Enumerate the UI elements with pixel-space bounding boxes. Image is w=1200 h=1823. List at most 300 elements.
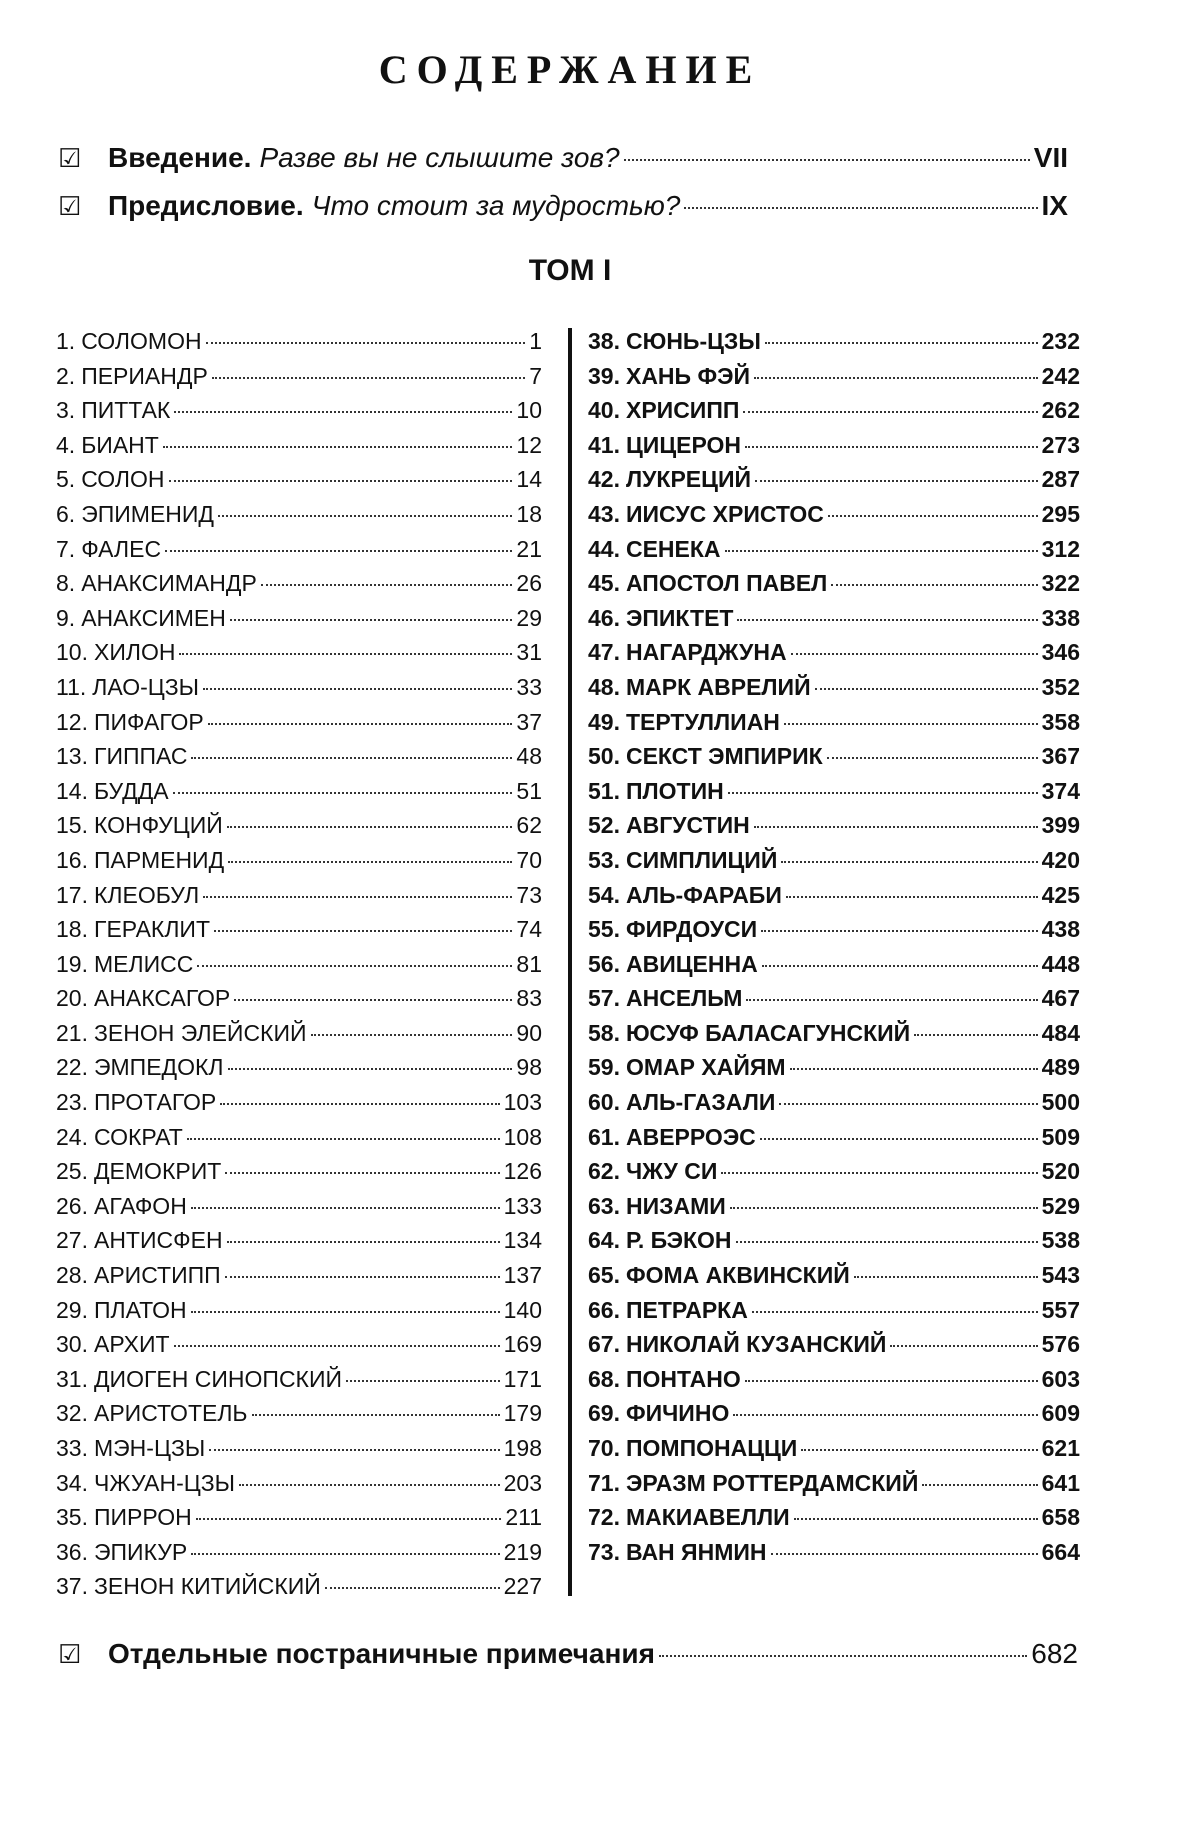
entry-name: ФАЛЕС <box>81 535 162 562</box>
entry-page: 12 <box>516 431 542 458</box>
toc-entry <box>56 951 542 986</box>
dot-leader <box>624 159 1030 161</box>
entry-page: 374 <box>1041 777 1080 804</box>
entry-page: 18 <box>516 500 542 527</box>
dot-leader <box>730 1207 1038 1209</box>
entry-page: 73 <box>516 881 542 908</box>
entry-name: ФОМА АКВИНСКИЙ <box>625 1262 850 1289</box>
entry-name: ПЛАТОН <box>93 1296 187 1323</box>
toc-entry <box>56 1400 542 1435</box>
dot-leader <box>922 1484 1037 1486</box>
toc-entry <box>588 1089 1080 1124</box>
dot-leader <box>325 1587 500 1589</box>
entry-name: МЕЛИСС <box>93 950 194 977</box>
entry-number: 5. <box>56 466 76 493</box>
entry-number: 28. <box>56 1262 88 1289</box>
entry-name: АВИЦЕННА <box>625 950 758 977</box>
entry-name: ЭПИКУР <box>93 1538 188 1565</box>
entry-page: 520 <box>1041 1158 1080 1185</box>
entry-number: 45. <box>588 570 620 597</box>
entry-page: 137 <box>503 1262 542 1289</box>
entry-name: ФИРДОУСИ <box>625 916 758 943</box>
dot-leader <box>227 826 513 828</box>
entry-page: 682 <box>1031 1638 1078 1669</box>
toc-entry <box>56 1435 542 1470</box>
toc-entry <box>56 1020 542 1055</box>
toc-column-left <box>56 328 542 1608</box>
entry-number: 3. <box>56 397 76 424</box>
entry-name: ЦИЦЕРОН <box>625 431 741 458</box>
dot-leader <box>346 1380 500 1382</box>
toc-entry <box>56 916 542 951</box>
entry-number: 53. <box>588 846 620 873</box>
entry-page: IX <box>1041 190 1068 221</box>
entry-number: 44. <box>588 535 620 562</box>
entry-page: 538 <box>1041 1227 1080 1254</box>
toc-entry <box>56 1054 542 1089</box>
dot-leader <box>914 1034 1037 1036</box>
toc-column-right <box>588 328 1080 1573</box>
entry-page: 48 <box>516 743 542 770</box>
entry-page: 198 <box>503 1435 542 1461</box>
entry-name: ПИТТАК <box>81 397 171 424</box>
entry-number: 60. <box>588 1089 620 1116</box>
dot-leader <box>228 861 512 863</box>
entry-page: 352 <box>1041 673 1080 700</box>
entry-name: ЛУКРЕЦИЙ <box>625 466 752 493</box>
toc-entry <box>588 466 1080 501</box>
entry-name: БИАНТ <box>81 431 159 458</box>
toc-entry <box>588 985 1080 1020</box>
entry-number: 2. <box>56 362 76 389</box>
entry-page: 529 <box>1041 1192 1080 1219</box>
toc-entry <box>56 1297 542 1332</box>
toc-entry <box>588 328 1080 363</box>
entry-number: 21. <box>56 1019 88 1046</box>
entry-number: 68. <box>588 1365 620 1392</box>
entry-name: ЭПИКТЕТ <box>625 604 734 631</box>
toc-entry <box>588 1193 1080 1228</box>
entry-number: 66. <box>588 1296 620 1323</box>
entry-name: ЗЕНОН КИТИЙСКИЙ <box>93 1573 321 1600</box>
entry-name: АЛЬ-ФАРАБИ <box>625 881 782 908</box>
toc-entry <box>588 363 1080 398</box>
toc-entry <box>56 1539 542 1574</box>
entry-number: 58. <box>588 1019 620 1046</box>
entry-number: 17. <box>56 881 88 908</box>
entry-number: 41. <box>588 431 620 458</box>
entry-page: 21 <box>516 535 542 562</box>
toc-entry <box>56 1262 542 1297</box>
dot-leader <box>765 342 1038 344</box>
entry-name: КЛЕОБУЛ <box>93 881 200 908</box>
dot-leader <box>745 446 1038 448</box>
entry-page: 179 <box>503 1400 542 1427</box>
entry-page: 70 <box>516 846 542 873</box>
entry-page: 287 <box>1041 466 1080 493</box>
entry-page: 484 <box>1041 1019 1080 1046</box>
entry-name: СЕНЕКА <box>625 535 721 562</box>
entry-page: 26 <box>516 570 542 597</box>
entry-name: СЮНЬ-ЦЗЫ <box>625 328 761 354</box>
toc-entry <box>588 882 1080 917</box>
entry-page: 81 <box>516 950 542 977</box>
entry-number: 54. <box>588 881 620 908</box>
dot-leader <box>261 584 513 586</box>
entry-page: 1 <box>529 328 542 354</box>
entry-number: 16. <box>56 846 88 873</box>
entry-number: 56. <box>588 950 620 977</box>
toc-entry <box>56 363 542 398</box>
entry-number: 40. <box>588 397 620 424</box>
entry-number: 55. <box>588 916 620 943</box>
entry-name: ЮСУФ БАЛАСАГУНСКИЙ <box>625 1019 911 1046</box>
toc-entry <box>56 1366 542 1401</box>
entry-page: 489 <box>1041 1054 1080 1081</box>
dot-leader <box>220 1103 499 1105</box>
entry-number: 8. <box>56 570 76 597</box>
entry-number: 1. <box>56 328 76 354</box>
entry-page: 37 <box>516 708 542 735</box>
dot-leader <box>815 688 1038 690</box>
entry-number: 32. <box>56 1400 88 1427</box>
toc-entry <box>56 536 542 571</box>
entry-number: 35. <box>56 1504 88 1531</box>
entry-name: АГАФОН <box>93 1192 187 1219</box>
entry-name: ДИОГЕН СИНОПСКИЙ <box>93 1365 343 1392</box>
checkbox-checked-icon: ☑ <box>58 144 82 174</box>
dot-leader <box>174 1345 500 1347</box>
entry-number: 46. <box>588 604 620 631</box>
toc-entry-intro <box>58 142 1068 174</box>
dot-leader <box>191 1553 499 1555</box>
dot-leader <box>196 1518 502 1520</box>
entry-number: 34. <box>56 1469 88 1496</box>
dot-leader <box>736 1241 1038 1243</box>
dot-leader <box>737 619 1037 621</box>
entry-name: КОНФУЦИЙ <box>93 812 223 839</box>
entry-page: 211 <box>505 1504 542 1531</box>
entry-subtitle: Что стоит за мудростью? <box>311 190 681 221</box>
entry-name: ПРОТАГОР <box>93 1089 217 1116</box>
toc-entry <box>56 328 542 363</box>
entry-page: 603 <box>1041 1365 1080 1392</box>
toc-entry <box>56 1158 542 1193</box>
toc-entry <box>588 951 1080 986</box>
entry-name: ЛАО-ЦЗЫ <box>92 673 200 700</box>
dot-leader <box>169 480 513 482</box>
toc-entry <box>56 432 542 467</box>
entry-number: 38. <box>588 328 620 354</box>
entry-page: 134 <box>503 1227 542 1254</box>
entry-number: 14. <box>56 777 88 804</box>
toc-entry <box>56 397 542 432</box>
toc-entry <box>588 1158 1080 1193</box>
dot-leader <box>230 619 513 621</box>
entry-page: 169 <box>503 1331 542 1358</box>
entry-page: 312 <box>1041 535 1080 562</box>
entry-number: 72. <box>588 1504 620 1531</box>
dot-leader <box>761 930 1037 932</box>
entry-name: ЧЖУАН-ЦЗЫ <box>93 1469 236 1496</box>
dot-leader <box>890 1345 1037 1347</box>
toc-entry <box>56 501 542 536</box>
entry-page: 62 <box>516 812 542 839</box>
entry-number: 43. <box>588 500 620 527</box>
dot-leader <box>214 930 512 932</box>
dot-leader <box>225 1276 500 1278</box>
toc-entry <box>56 743 542 778</box>
dot-leader <box>684 207 1037 209</box>
entry-name: НИКОЛАЙ КУЗАНСКИЙ <box>625 1331 887 1358</box>
toc-entry <box>588 1435 1080 1470</box>
entry-number: 29. <box>56 1296 88 1323</box>
dot-leader <box>203 896 512 898</box>
dot-leader <box>828 515 1038 517</box>
dot-leader <box>728 792 1038 794</box>
entry-page: 262 <box>1041 397 1080 424</box>
toc-entry <box>56 1089 542 1124</box>
dot-leader <box>854 1276 1038 1278</box>
entry-lead: Отдельные постраничные примечания <box>108 1638 655 1669</box>
entry-name: АВГУСТИН <box>625 812 750 839</box>
dot-leader <box>754 377 1038 379</box>
entry-name: ПЕТРАРКА <box>625 1296 748 1323</box>
entry-page: 500 <box>1041 1089 1080 1116</box>
entry-number: 70. <box>588 1435 620 1461</box>
entry-name: АНСЕЛЬМ <box>625 985 743 1012</box>
entry-number: 48. <box>588 673 620 700</box>
entry-name: ГЕРАКЛИТ <box>93 916 210 943</box>
entry-page: 448 <box>1041 950 1080 977</box>
entry-number: 22. <box>56 1054 88 1081</box>
entry-number: 51. <box>588 777 620 804</box>
toc-entry <box>588 812 1080 847</box>
entry-number: 30. <box>56 1331 88 1358</box>
entry-page: 51 <box>516 777 542 804</box>
entry-page: 576 <box>1041 1331 1080 1358</box>
toc-entry <box>588 1470 1080 1505</box>
entry-page: 346 <box>1041 639 1080 666</box>
entry-page: 7 <box>529 362 542 389</box>
dot-leader <box>191 1311 500 1313</box>
entry-page: 295 <box>1041 500 1080 527</box>
entry-page: 33 <box>516 673 542 700</box>
dot-leader <box>206 342 526 344</box>
entry-page: 621 <box>1041 1435 1080 1461</box>
toc-entry <box>56 605 542 640</box>
entry-page: 425 <box>1041 881 1080 908</box>
entry-page: 98 <box>516 1054 542 1081</box>
dot-leader <box>209 1449 499 1451</box>
toc-entry <box>588 916 1080 951</box>
entry-page: 658 <box>1041 1504 1080 1531</box>
dot-leader <box>725 550 1038 552</box>
toc-entry <box>56 882 542 917</box>
entry-name: ЭРАЗМ РОТТЕРДАМСКИЙ <box>625 1469 919 1496</box>
entry-name: ЗЕНОН ЭЛЕЙСКИЙ <box>93 1019 307 1046</box>
toc-entry <box>588 639 1080 674</box>
entry-number: 62. <box>588 1158 620 1185</box>
toc-entry <box>56 1331 542 1366</box>
entry-number: 57. <box>588 985 620 1012</box>
toc-entry <box>56 1193 542 1228</box>
entry-name: АНАКСИМАНДР <box>81 570 257 597</box>
entry-name: ПАРМЕНИД <box>93 846 225 873</box>
entry-name: ИИСУС ХРИСТОС <box>625 500 824 527</box>
entry-number: 18. <box>56 916 88 943</box>
entry-number: 61. <box>588 1123 620 1150</box>
entry-page: 90 <box>516 1019 542 1046</box>
dot-leader <box>760 1138 1038 1140</box>
toc-entry <box>56 847 542 882</box>
dot-leader <box>174 411 512 413</box>
entry-number: 13. <box>56 743 88 770</box>
entry-number: 9. <box>56 604 76 631</box>
toc-entry <box>588 1227 1080 1262</box>
toc-entry <box>56 1573 542 1608</box>
entry-name: СИМПЛИЦИЙ <box>625 846 778 873</box>
entry-name: СОКРАТ <box>93 1123 183 1150</box>
toc-entry <box>588 1400 1080 1435</box>
entry-name: ХРИСИПП <box>625 397 740 424</box>
entry-page: 103 <box>503 1089 542 1116</box>
entry-number: 26. <box>56 1192 88 1219</box>
dot-leader <box>187 1138 500 1140</box>
entry-number: 33. <box>56 1435 88 1461</box>
toc-entry <box>588 605 1080 640</box>
entry-name: ПИФАГОР <box>93 708 204 735</box>
dot-leader <box>745 1380 1038 1382</box>
column-divider <box>568 328 572 1596</box>
toc-entry <box>588 570 1080 605</box>
entry-page: 29 <box>516 604 542 631</box>
toc-entry-preface <box>58 190 1068 222</box>
entry-page: 664 <box>1041 1538 1080 1565</box>
dot-leader <box>746 999 1037 1001</box>
dot-leader <box>191 757 512 759</box>
entry-page: 232 <box>1041 328 1080 354</box>
entry-page: 140 <box>503 1296 542 1323</box>
entry-number: 4. <box>56 431 76 458</box>
entry-page: 641 <box>1041 1469 1080 1496</box>
toc-entry <box>588 1054 1080 1089</box>
entry-page: 133 <box>503 1192 542 1219</box>
volume-heading: ТОМ I <box>528 254 612 287</box>
entry-name: Р. БЭКОН <box>625 1227 732 1254</box>
toc-entry <box>56 674 542 709</box>
dot-leader <box>659 1655 1027 1657</box>
dot-leader <box>786 896 1038 898</box>
toc-entry <box>588 674 1080 709</box>
entry-number: 59. <box>588 1054 620 1081</box>
toc-entry <box>588 1366 1080 1401</box>
dot-leader <box>203 688 512 690</box>
entry-name: АНАКСИМЕН <box>81 604 226 631</box>
toc-entry <box>588 1297 1080 1332</box>
entry-name: СЕКСТ ЭМПИРИК <box>625 743 823 770</box>
dot-leader <box>252 1414 500 1416</box>
entry-name: ЭМПЕДОКЛ <box>93 1054 224 1081</box>
dot-leader <box>225 1172 499 1174</box>
dot-leader <box>762 965 1038 967</box>
entry-number: 42. <box>588 466 620 493</box>
entry-number: 19. <box>56 950 88 977</box>
entry-number: 36. <box>56 1538 88 1565</box>
toc-entry <box>56 812 542 847</box>
entry-number: 47. <box>588 639 620 666</box>
entry-name: НИЗАМИ <box>625 1192 726 1219</box>
toc-entry <box>588 1124 1080 1159</box>
entry-page: 14 <box>516 466 542 493</box>
dot-leader <box>791 653 1038 655</box>
entry-page: 219 <box>503 1538 542 1565</box>
entry-page: 609 <box>1041 1400 1080 1427</box>
entry-page: 74 <box>516 916 542 943</box>
entry-page: 126 <box>503 1158 542 1185</box>
dot-leader <box>228 1068 513 1070</box>
dot-leader <box>794 1518 1038 1520</box>
dot-leader <box>743 411 1037 413</box>
dot-leader <box>239 1484 500 1486</box>
entry-number: 11. <box>56 673 87 700</box>
entry-number: 52. <box>588 812 620 839</box>
entry-name: ОМАР ХАЙЯМ <box>625 1054 786 1081</box>
dot-leader <box>755 480 1038 482</box>
entry-name: БУДДА <box>93 777 169 804</box>
entry-name: ПЕРИАНДР <box>81 362 208 389</box>
entry-page: 557 <box>1041 1296 1080 1323</box>
dot-leader <box>163 446 513 448</box>
entry-name: ХАНЬ ФЭЙ <box>625 362 750 389</box>
entry-name: СОЛОН <box>81 466 165 493</box>
toc-entry <box>588 397 1080 432</box>
toc-entry <box>588 536 1080 571</box>
toc-entry <box>56 1504 542 1539</box>
dot-leader <box>179 653 512 655</box>
dot-leader <box>754 826 1038 828</box>
toc-entry <box>588 1262 1080 1297</box>
entry-page: 10 <box>516 397 542 424</box>
entry-number: 64. <box>588 1227 620 1254</box>
entry-name: АРИСТИПП <box>93 1262 221 1289</box>
entry-name: ПЛОТИН <box>625 777 724 804</box>
entry-name: МЭН-ЦЗЫ <box>93 1435 206 1461</box>
toc-entry <box>588 1020 1080 1055</box>
entry-page: 467 <box>1041 985 1080 1012</box>
entry-name: АНТИСФЕН <box>93 1227 223 1254</box>
toc-entry <box>56 639 542 674</box>
entry-number: 12. <box>56 708 88 735</box>
entry-number: 20. <box>56 985 88 1012</box>
entry-name: ЭПИМЕНИД <box>81 500 214 527</box>
entry-name: ДЕМОКРИТ <box>93 1158 222 1185</box>
entry-page: 242 <box>1041 362 1080 389</box>
entry-lead: Предисловие. <box>108 190 304 221</box>
entry-number: 69. <box>588 1400 620 1427</box>
entry-number: 67. <box>588 1331 620 1358</box>
entry-name: ЧЖУ СИ <box>625 1158 718 1185</box>
toc-entry <box>56 778 542 813</box>
checkbox-checked-icon: ☑ <box>58 1640 82 1670</box>
entry-name: СОЛОМОН <box>81 328 202 354</box>
dot-leader <box>771 1553 1038 1555</box>
entry-page: 399 <box>1041 812 1080 839</box>
entry-name: АЛЬ-ГАЗАЛИ <box>625 1089 776 1116</box>
entry-number: 39. <box>588 362 620 389</box>
toc-entry <box>56 1470 542 1505</box>
entry-number: 27. <box>56 1227 88 1254</box>
